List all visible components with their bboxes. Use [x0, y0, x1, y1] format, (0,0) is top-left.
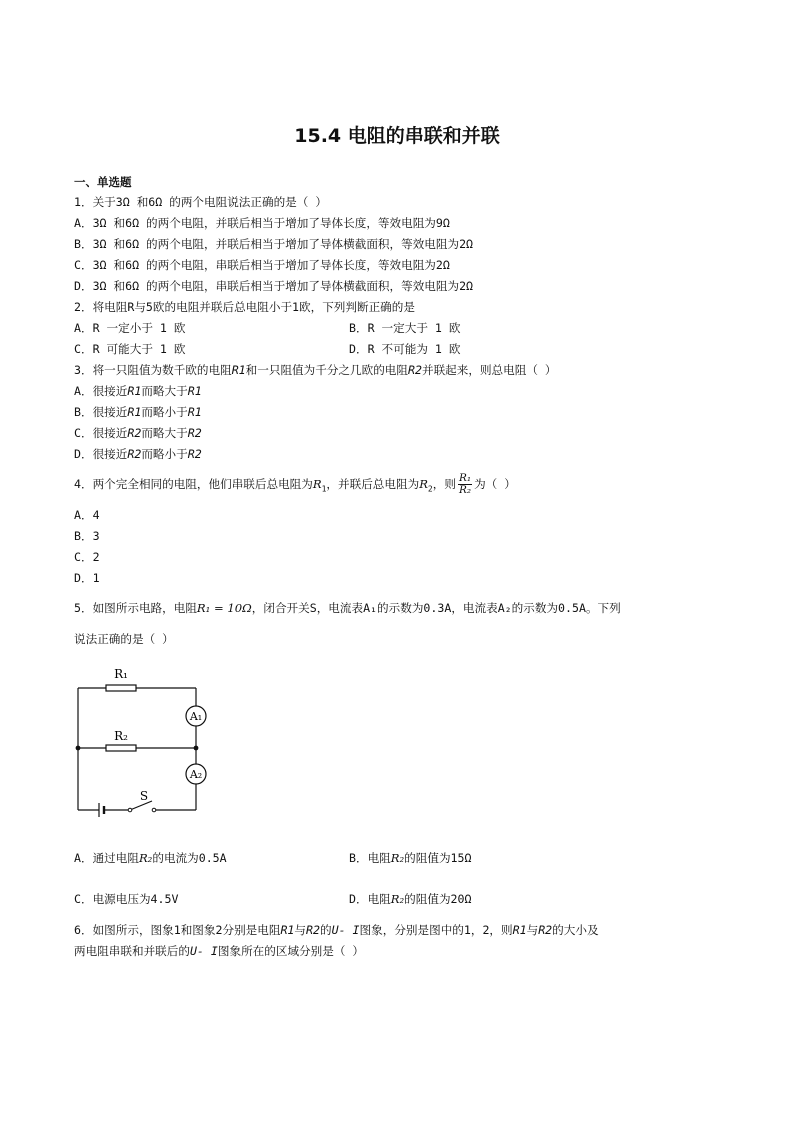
q4-fraction: $\frac{\text{R₁}}{\text{R₂}}$: [458, 472, 472, 496]
q4-option-c[interactable]: C．2: [74, 550, 100, 564]
q4-stem: 4．两个完全相同的电阻，他们串联后总电阻为$R_1$，并联后总电阻为$R_2$，则 $\frac{\text{R₁}}{\text{R₂}}$ 为（ ）: [74, 472, 516, 496]
q6-stem-line2: 两电阻串联和并联后的U- I图象所在的区域分别是（ ）: [74, 944, 364, 958]
q6-stem-line1: 6．如图所示，图象1和图象2分别是电阻R1与R2的U- I图象，分别是图中的1，2，则R1与R2的大小及: [74, 923, 599, 937]
q5-stem-line2: 说法正确的是（ ）: [74, 632, 174, 646]
q3-option-b[interactable]: B．很接近R1而略小于R1: [74, 405, 202, 419]
q2-option-d[interactable]: D．R 不可能为 1 欧: [349, 342, 461, 356]
q3-stem: 3．将一只阻值为数千欧的电阻R1和一只阻值为千分之几欧的电阻R2并联起来，则总电阻（ ）: [74, 363, 557, 377]
q2-option-c[interactable]: C．R 可能大于 1 欧: [74, 342, 186, 356]
q4-option-b[interactable]: B．3: [74, 529, 100, 543]
q1-option-d[interactable]: D．3Ω 和6Ω 的两个电阻，串联后相当于增加了导体横截面积，等效电阻为2Ω: [74, 279, 474, 293]
q4-option-a[interactable]: A．4: [74, 508, 100, 522]
q3-option-d[interactable]: D．很接近R2而略小于R2: [74, 447, 202, 461]
q2-option-b[interactable]: B．R 一定大于 1 欧: [349, 321, 461, 335]
q5-option-b[interactable]: B．电阻R₂的阻值为15Ω: [349, 851, 472, 865]
circuit-diagram: [70, 660, 220, 825]
q5-option-c[interactable]: C．电源电压为4.5V: [74, 892, 179, 906]
label-a1: A₁: [189, 710, 203, 723]
label-a2: A₂: [189, 768, 203, 781]
q2-stem: 2．将电阻R与5欧的电阻并联后总电阻小于1欧，下列判断正确的是: [74, 300, 415, 314]
label-r1: R₁: [114, 667, 128, 681]
q2-option-a[interactable]: A．R 一定小于 1 欧: [74, 321, 186, 335]
page-title: 15.4 电阻的串联和并联: [294, 125, 500, 147]
q1-option-b[interactable]: B．3Ω 和6Ω 的两个电阻，并联后相当于增加了导体横截面积，等效电阻为2Ω: [74, 237, 474, 251]
q4-option-d[interactable]: D．1: [74, 571, 100, 585]
label-s: S: [139, 789, 149, 803]
resistor-r1: [106, 685, 136, 691]
q5-option-d[interactable]: D．电阻R₂的阻值为20Ω: [349, 892, 472, 906]
q1-stem: 1．关于3Ω 和6Ω 的两个电阻说法正确的是（ ）: [74, 195, 327, 209]
label-r2: R₂: [114, 729, 128, 743]
q5-option-a[interactable]: A．通过电阻R₂的电流为0.5A: [74, 851, 227, 865]
q1-option-c[interactable]: C．3Ω 和6Ω 的两个电阻，串联后相当于增加了导体长度，等效电阻为2Ω: [74, 258, 450, 272]
q5-stem-line1: 5．如图所示电路，电阻R₁ = 10Ω，闭合开关S，电流表A₁的示数为0.3A，电流表A₂的示数为0.5A。下列: [74, 601, 621, 615]
q3-option-c[interactable]: C．很接近R2而略大于R2: [74, 426, 202, 440]
q1-option-a[interactable]: A．3Ω 和6Ω 的两个电阻，并联后相当于增加了导体长度，等效电阻为9Ω: [74, 216, 450, 230]
section-heading: 一、单选题: [74, 175, 132, 189]
resistor-r2: [106, 745, 136, 751]
q3-option-a[interactable]: A．很接近R1而略大于R1: [74, 384, 202, 398]
